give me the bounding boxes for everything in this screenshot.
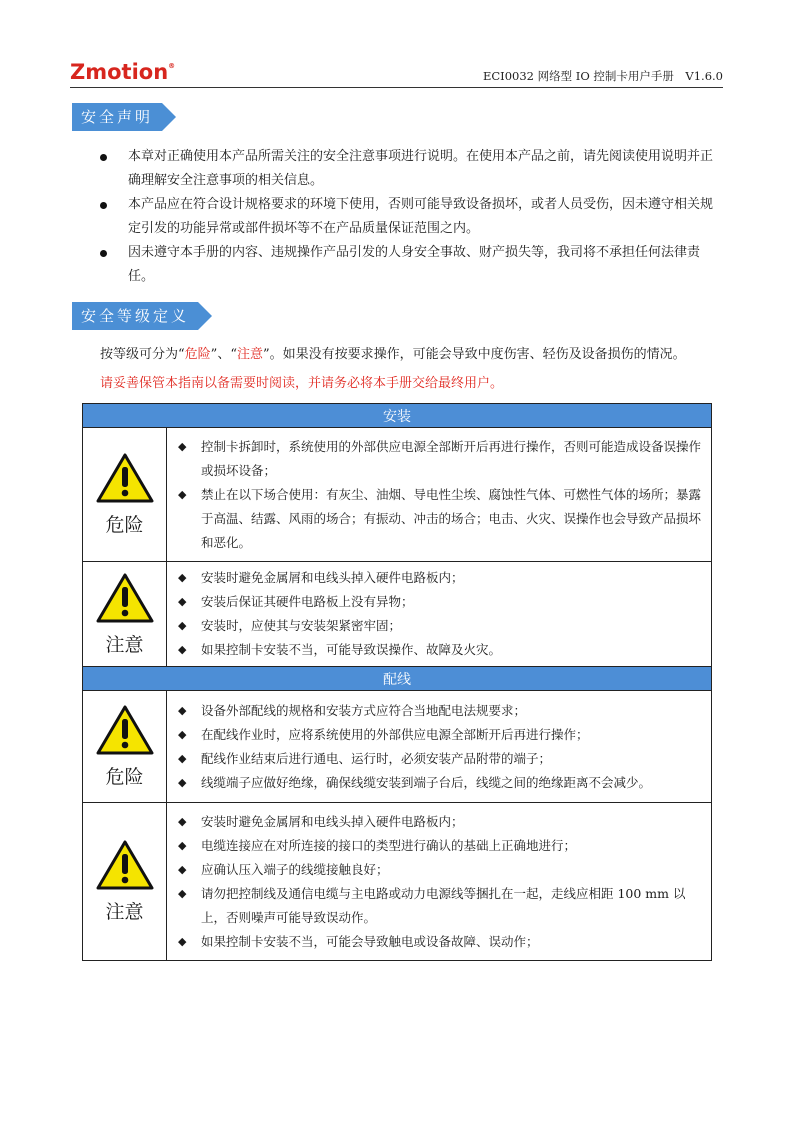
bullet-icon bbox=[100, 250, 107, 257]
list-item: ◆ 配线作业结束后进行通电、运行时，必须安装产品附带的端子； bbox=[175, 747, 705, 771]
diamond-bullet-icon: ◆ bbox=[178, 886, 187, 900]
list-item: 本产品应在符合设计规格要求的环境下使用，否则可能导致设备损坏，或者人员受伤，因未遵守相关规定引发的功能异常或部件损坏等不在产品质量保证范围之内。 bbox=[100, 193, 725, 241]
list-item: ◆ 在配线作业时，应将系统使用的外部供应电源全部断开后再进行操作； bbox=[175, 723, 705, 747]
diamond-bullet-icon: ◆ bbox=[178, 814, 187, 828]
diamond-bullet-icon: ◆ bbox=[178, 619, 187, 632]
caution-cell bbox=[83, 803, 167, 961]
caution-items bbox=[167, 803, 712, 961]
list-item: ◆ 安装时避免金属屑和电线头掉入硬件电路板内； bbox=[175, 810, 705, 834]
bullet-icon bbox=[100, 154, 107, 161]
document-title: ECI0032 网络型 IO 控制卡用户手册 V1.6.0 bbox=[482, 69, 723, 83]
list-item: ◆ 如果控制卡安装不当，可能会导致触电或设备故障、误动作； bbox=[175, 930, 705, 954]
list-item: ◆ 请勿把控制线及通信电缆与主电路或动力电源线等捆扎在一起，走线应相距 100 mm 以上，否则噪声可能导致误动作。 bbox=[175, 882, 705, 930]
danger-cell bbox=[83, 691, 167, 803]
table-row bbox=[83, 691, 712, 803]
section-title-safety-statement: 安全声明 bbox=[72, 103, 162, 131]
diamond-bullet-icon: ◆ bbox=[178, 838, 187, 852]
diamond-bullet-icon: ◆ bbox=[178, 727, 187, 741]
caution-cell bbox=[83, 562, 167, 667]
diamond-bullet-icon: ◆ bbox=[178, 751, 187, 765]
table-group-header: 配线 bbox=[83, 667, 712, 691]
bullet-icon bbox=[100, 202, 107, 209]
warning-triangle-icon bbox=[95, 704, 155, 756]
list-item: ◆ 安装后保证其硬件电路板上没有异物； bbox=[175, 590, 705, 614]
section-title-safety-levels: 安全等级定义 bbox=[72, 302, 198, 330]
list-item: 因未遵守本手册的内容、违规操作产品引发的人身安全事故、财产损失等，我司将不承担任何法律责任。 bbox=[100, 241, 725, 289]
caution-label: 注意 bbox=[105, 901, 144, 923]
diamond-bullet-icon: ◆ bbox=[178, 643, 187, 656]
danger-label: 危险 bbox=[105, 514, 144, 536]
danger-keyword: 危险 bbox=[184, 347, 211, 362]
list-item: ◆ 安装时避免金属屑和电线头掉入硬件电路板内； bbox=[175, 566, 705, 590]
danger-label: 危险 bbox=[105, 766, 144, 788]
list-item: 本章对正确使用本产品所需关注的安全注意事项进行说明。在使用本产品之前，请先阅读使用说明并正确理解安全注意事项的相关信息。 bbox=[100, 145, 725, 193]
list-item: ◆ 禁止在以下场合使用：有灰尘、油烟、导电性尘埃、腐蚀性气体、可燃性气体的场所；暴露于高温、结露、风雨的场合；有振动、冲击的场合；电击、火灾、误操作也会导致产品损坏和恶化。 bbox=[175, 483, 705, 555]
list-item: ◆ 应确认压入端子的线缆接触良好； bbox=[175, 858, 705, 882]
list-item: ◆ 电缆连接应在对所连接的接口的类型进行确认的基础上正确地进行； bbox=[175, 834, 705, 858]
diamond-bullet-icon: ◆ bbox=[178, 703, 187, 717]
warning-triangle-icon bbox=[95, 572, 155, 624]
caution-keyword: 注意 bbox=[236, 347, 263, 362]
caution-items bbox=[167, 562, 712, 667]
diamond-bullet-icon: ◆ bbox=[178, 439, 187, 453]
diamond-bullet-icon: ◆ bbox=[178, 595, 187, 608]
warning-triangle-icon bbox=[95, 839, 155, 891]
warning-triangle-icon bbox=[95, 452, 155, 504]
diamond-bullet-icon: ◆ bbox=[178, 775, 187, 789]
table-group-header: 安装 bbox=[83, 404, 712, 428]
caution-label: 注意 bbox=[105, 633, 144, 656]
danger-items bbox=[167, 428, 712, 562]
danger-cell bbox=[83, 428, 167, 562]
safekeeping-note: 请妥善保管本指南以备需要时阅读，并请务必将本手册交给最终用户。 bbox=[100, 376, 504, 391]
diamond-bullet-icon: ◆ bbox=[178, 862, 187, 876]
list-item: ◆ 安装时，应使其与安装架紧密牢固； bbox=[175, 614, 705, 638]
diamond-bullet-icon: ◆ bbox=[178, 934, 187, 948]
list-item: ◆ 设备外部配线的规格和安装方式应符合当地配电法规要求； bbox=[175, 699, 705, 723]
list-item: ◆ 控制卡拆卸时，系统使用的外部供应电源全部断开后再进行操作，否则可能造成设备误操作或损坏设备； bbox=[175, 435, 705, 483]
list-item: ◆ 线缆端子应做好绝缘，确保线缆安装到端子台后，线缆之间的绝缘距离不会减少。 bbox=[175, 771, 705, 795]
page-header bbox=[70, 58, 723, 88]
safety-table bbox=[82, 403, 712, 961]
danger-items bbox=[167, 691, 712, 803]
zmotion-logo: Zmotion® bbox=[70, 60, 176, 84]
diamond-bullet-icon: ◆ bbox=[178, 571, 187, 584]
diamond-bullet-icon: ◆ bbox=[178, 487, 187, 501]
safety-levels-intro: 按等级可分为“危险”、“注意”。如果没有按要求操作，可能会导致中度伤害、轻伤及设备损伤的情况。 bbox=[100, 347, 686, 362]
list-item: ◆ 如果控制卡安装不当，可能导致误操作、故障及火灾。 bbox=[175, 638, 705, 662]
safety-statement-list bbox=[100, 145, 725, 289]
table-row bbox=[83, 562, 712, 667]
table-row bbox=[83, 803, 712, 961]
table-row bbox=[83, 428, 712, 562]
